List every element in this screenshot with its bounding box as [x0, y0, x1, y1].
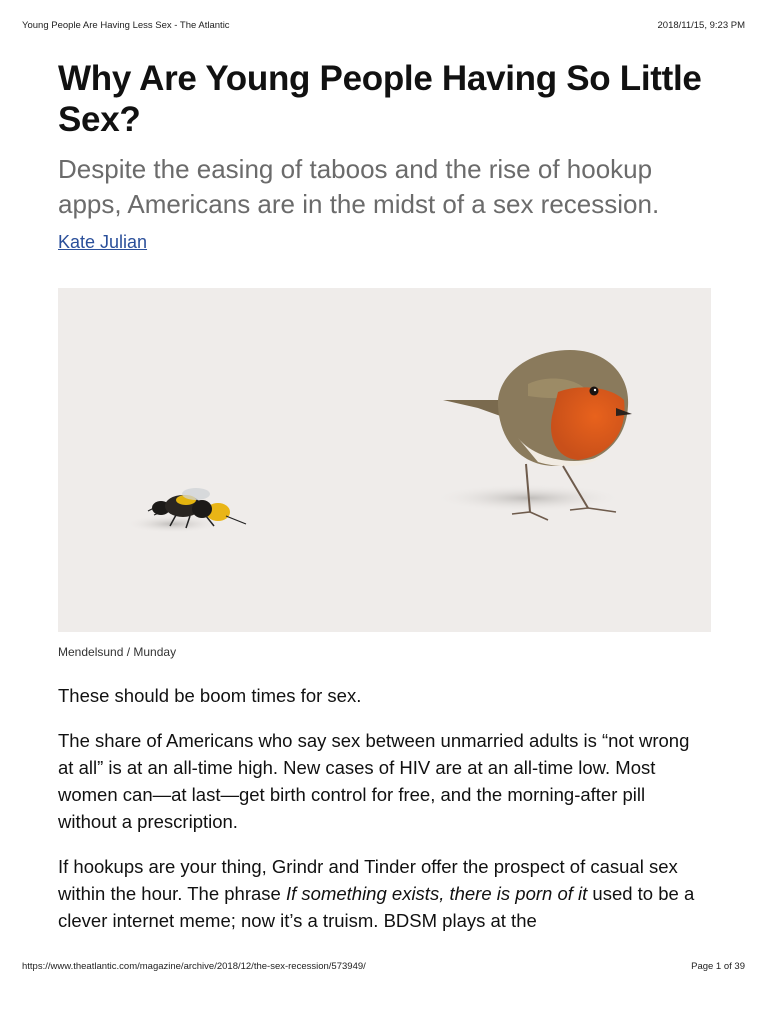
- paragraph-3: [58, 853, 708, 934]
- article-image: [58, 288, 711, 632]
- print-url: https://www.theatlantic.com/magazine/archive/2018/12/the-sex-recession/573949/: [22, 961, 366, 972]
- robin-icon: [433, 350, 632, 520]
- paragraph-3-text-end: used to be a clever internet meme; now it’s a truism. BDSM plays at the: [58, 883, 695, 931]
- byline: [58, 231, 712, 253]
- author-link[interactable]: Kate Julian: [58, 232, 148, 252]
- print-header: [22, 20, 745, 32]
- headline: Why Are Young People Having So Little Sex?: [58, 59, 702, 139]
- article-body: [58, 682, 708, 952]
- article-header: [58, 58, 712, 253]
- print-page-title: Young People Are Having Less Sex - The Atlantic: [22, 20, 230, 31]
- paragraph-3-italic: If something exists, there is porn of it: [285, 883, 588, 904]
- bee-icon: [125, 488, 246, 533]
- bird-and-bee-illustration: [58, 288, 711, 632]
- paragraph-1: These should be boom times for sex.: [58, 685, 362, 706]
- dek-subtitle: Despite the easing of taboos and the rise of hookup apps, Americans are in the midst of a sex recession.: [58, 154, 660, 219]
- paragraph-3-text-start: If hookups are your thing, Grindr and Tinder offer the prospect of casual sex within the hour. The phrase: [58, 856, 678, 904]
- print-footer: [22, 961, 745, 973]
- image-caption: Mendelsund / Munday: [58, 645, 177, 659]
- page-indicator: Page 1 of 39: [691, 961, 745, 972]
- paragraph-2: The share of Americans who say sex between unmarried adults is “not wrong at all” is at an all-time high. New cases of HIV are at an all-time low. Most women can—at last—get birth control for free, and the morning-after pill without a prescription.: [58, 730, 690, 832]
- print-datetime: 2018/11/15, 9:23 PM: [657, 20, 745, 31]
